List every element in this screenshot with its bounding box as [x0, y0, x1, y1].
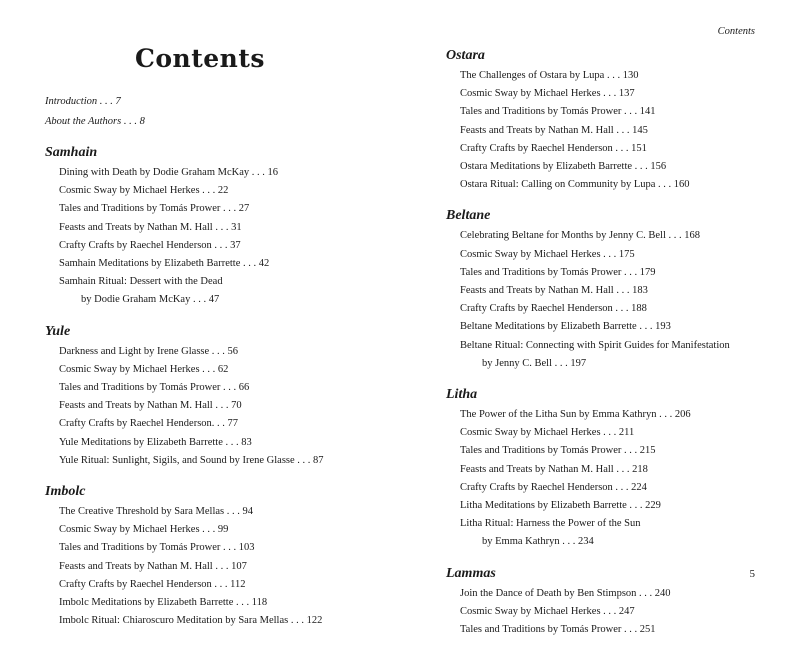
toc-entry-title: Cosmic Sway by Michael Herkes . . . 175: [460, 248, 635, 260]
running-head: Contents: [717, 26, 755, 37]
right-page: [400, 0, 800, 636]
toc-entry-title: Crafty Crafts by Raechel Henderson . . . 224: [460, 481, 647, 493]
left-toc-column: [45, 93, 390, 643]
toc-entry-title: Imbolc Meditations by Elizabeth Barrette . . . 118: [59, 597, 268, 609]
toc-entry: [45, 397, 390, 415]
toc-entry-title: Crafty Crafts by Raechel Henderson . . . 151: [460, 142, 647, 154]
toc-entry: [446, 85, 791, 103]
toc-entry: [446, 300, 791, 318]
toc-front-entry: Introduction . . . 7: [45, 96, 121, 107]
toc-entry-continuation: by Jenny C. Bell . . . 197: [482, 357, 587, 369]
toc-entry: [446, 318, 791, 336]
toc-entry-title: Yule Meditations by Elizabeth Barrette . . . 83: [59, 436, 252, 448]
toc-entry-continuation: by Emma Kathryn . . . 234: [482, 536, 594, 548]
toc-entry: [446, 122, 791, 140]
toc-entry: [45, 452, 390, 470]
toc-entry: [45, 612, 390, 630]
toc-entry-title: Darkness and Light by Irene Glasse . . . 56: [59, 345, 239, 357]
toc-entry-title: Ostara Ritual: Calling on Community by Lupa . . . 160: [460, 179, 690, 191]
toc-entry: [446, 497, 791, 515]
toc-entry: [45, 164, 390, 182]
toc-entry: [446, 442, 791, 460]
toc-entry: [45, 361, 390, 379]
toc-entry: [446, 103, 791, 121]
toc-entry-title: Litha Ritual: Harness the Power of the Sun: [460, 518, 641, 530]
toc-entry: [446, 264, 791, 282]
toc-entry-title: Litha Meditations by Elizabeth Barrette . . . 229: [460, 500, 661, 512]
toc-entry-title: Cosmic Sway by Michael Herkes . . . 22: [59, 185, 229, 197]
toc-entry-title: Samhain Ritual: Dessert with the Dead: [59, 276, 223, 288]
toc-entry: [45, 576, 390, 594]
toc-entry-title: Ostara Meditations by Elizabeth Barrette . . . 156: [460, 161, 667, 173]
section-heading: Litha: [446, 387, 478, 403]
toc-section-beltane: [446, 207, 791, 373]
toc-section-yule: [45, 323, 390, 470]
front-matter: [45, 93, 390, 131]
toc-section-lammas: [446, 565, 791, 640]
toc-entry-title: Beltane Meditations by Elizabeth Barrette . . . 193: [460, 321, 671, 333]
toc-entry-title: Celebrating Beltane for Months by Jenny C. Bell . . . 168: [460, 230, 701, 242]
toc-entry-title: Feasts and Treats by Nathan M. Hall . . . 70: [59, 400, 242, 412]
toc-section-samhain: [45, 144, 390, 310]
toc-entry: [446, 424, 791, 442]
toc-entry: [45, 273, 390, 309]
toc-entry: [45, 182, 390, 200]
toc-entry-title: Crafty Crafts by Raechel Henderson. . . 77: [59, 418, 239, 430]
toc-entry-title: The Creative Threshold by Sara Mellas . . . 94: [59, 506, 254, 518]
section-heading: Lammas: [446, 565, 496, 581]
toc-entry: [45, 379, 390, 397]
toc-entry: [45, 237, 390, 255]
toc-entry-title: Join the Dance of Death by Ben Stimpson . . . 240: [460, 587, 671, 599]
toc-entry: [446, 603, 791, 621]
section-heading: Yule: [45, 323, 71, 339]
toc-entry: [446, 479, 791, 497]
toc-entry: [45, 521, 390, 539]
toc-entry: [446, 158, 791, 176]
section-heading: Beltane: [446, 208, 491, 224]
toc-entry: [45, 415, 390, 433]
toc-entry: [446, 282, 791, 300]
toc-entry-title: Yule Ritual: Sunlight, Sigils, and Sound by Irene Glasse . . . 87: [59, 454, 324, 466]
toc-entry-title: Crafty Crafts by Raechel Henderson . . . 112: [59, 578, 246, 590]
page-number: 5: [749, 568, 755, 580]
toc-entry-title: Cosmic Sway by Michael Herkes . . . 137: [460, 88, 635, 100]
toc-entry-title: Feasts and Treats by Nathan M. Hall . . . 218: [460, 463, 648, 475]
right-toc-column: [446, 47, 791, 652]
toc-entry: [446, 585, 791, 603]
section-heading: Imbolc: [45, 484, 86, 500]
toc-entry: [446, 227, 791, 245]
toc-entry: [45, 343, 390, 361]
page-title: Contents: [134, 44, 265, 73]
toc-entry: [45, 219, 390, 237]
toc-entry: [446, 461, 791, 479]
toc-entry-continuation: by Dodie Graham McKay . . . 47: [81, 294, 220, 306]
section-heading: Samhain: [45, 145, 98, 160]
toc-entry-title: Tales and Traditions by Tomás Prower . . . 27: [59, 203, 250, 215]
toc-section-imbolc: [45, 483, 390, 630]
toc-entry-title: Tales and Traditions by Tomás Prower . . . 215: [460, 445, 656, 457]
toc-entry-list: [446, 406, 791, 552]
toc-entry-title: Feasts and Treats by Nathan M. Hall . . . 145: [460, 124, 648, 136]
toc-entry: [45, 558, 390, 576]
toc-entry-list: [446, 67, 791, 194]
toc-entry-title: Cosmic Sway by Michael Herkes . . . 211: [460, 427, 635, 439]
toc-entry: [446, 406, 791, 424]
toc-entry-title: Cosmic Sway by Michael Herkes . . . 99: [59, 524, 229, 536]
toc-section-ostara: [446, 47, 791, 194]
toc-entry-title: Tales and Traditions by Tomás Prower . . . 103: [59, 542, 255, 554]
toc-entry: [446, 515, 791, 551]
toc-section-litha: [446, 386, 791, 552]
toc-entry-list: [446, 227, 791, 373]
toc-entry-title: Dining with Death by Dodie Graham McKay . . . 16: [59, 167, 278, 178]
toc-front-entry: About the Authors . . . 8: [45, 116, 145, 127]
toc-entry: [45, 434, 390, 452]
toc-entry-title: Feasts and Treats by Nathan M. Hall . . . 183: [460, 285, 648, 297]
toc-entry: [446, 176, 791, 194]
toc-entry: [45, 255, 390, 273]
toc-entry-title: The Power of the Litha Sun by Emma Kathryn . . . 206: [460, 409, 691, 421]
toc-entry-title: The Challenges of Ostara by Lupa . . . 130: [460, 70, 639, 81]
section-heading: Ostara: [446, 48, 485, 63]
toc-entry-title: Tales and Traditions by Tomás Prower . . . 179: [460, 266, 656, 278]
toc-entry: [45, 539, 390, 557]
toc-entry-title: Feasts and Treats by Nathan M. Hall . . . 31: [59, 221, 242, 233]
toc-entry: [446, 140, 791, 158]
toc-entry-list: [45, 164, 390, 310]
toc-entry-list: [446, 585, 791, 640]
toc-entry-title: Tales and Traditions by Tomás Prower . . . 66: [59, 382, 250, 394]
toc-entry: [446, 246, 791, 264]
toc-entry-title: Cosmic Sway by Michael Herkes . . . 62: [59, 363, 229, 375]
toc-entry: [446, 67, 791, 85]
toc-entry-title: Beltane Ritual: Connecting with Spirit Guides for Manifestation: [460, 339, 730, 351]
toc-entry-title: Samhain Meditations by Elizabeth Barrette . . . 42: [59, 258, 270, 270]
toc-entry: [45, 503, 390, 521]
toc-entry: [446, 621, 791, 639]
toc-entry-title: Tales and Traditions by Tomás Prower . . . 141: [460, 106, 656, 118]
toc-entry-title: Crafty Crafts by Raechel Henderson . . . 188: [460, 303, 647, 315]
left-page: [0, 0, 400, 627]
toc-entry-list: [45, 503, 390, 630]
toc-entry-title: Tales and Traditions by Tomás Prower . . . 251: [460, 624, 656, 636]
toc-entry: [446, 337, 791, 373]
toc-entry-list: [45, 343, 390, 470]
toc-entry: [45, 200, 390, 218]
toc-entry-title: Cosmic Sway by Michael Herkes . . . 247: [460, 605, 635, 617]
toc-entry-title: Imbolc Ritual: Chiaroscuro Meditation by Sara Mellas . . . 122: [59, 615, 323, 627]
toc-entry-title: Crafty Crafts by Raechel Henderson . . . 37: [59, 239, 241, 251]
toc-entry-title: Feasts and Treats by Nathan M. Hall . . . 107: [59, 560, 247, 572]
